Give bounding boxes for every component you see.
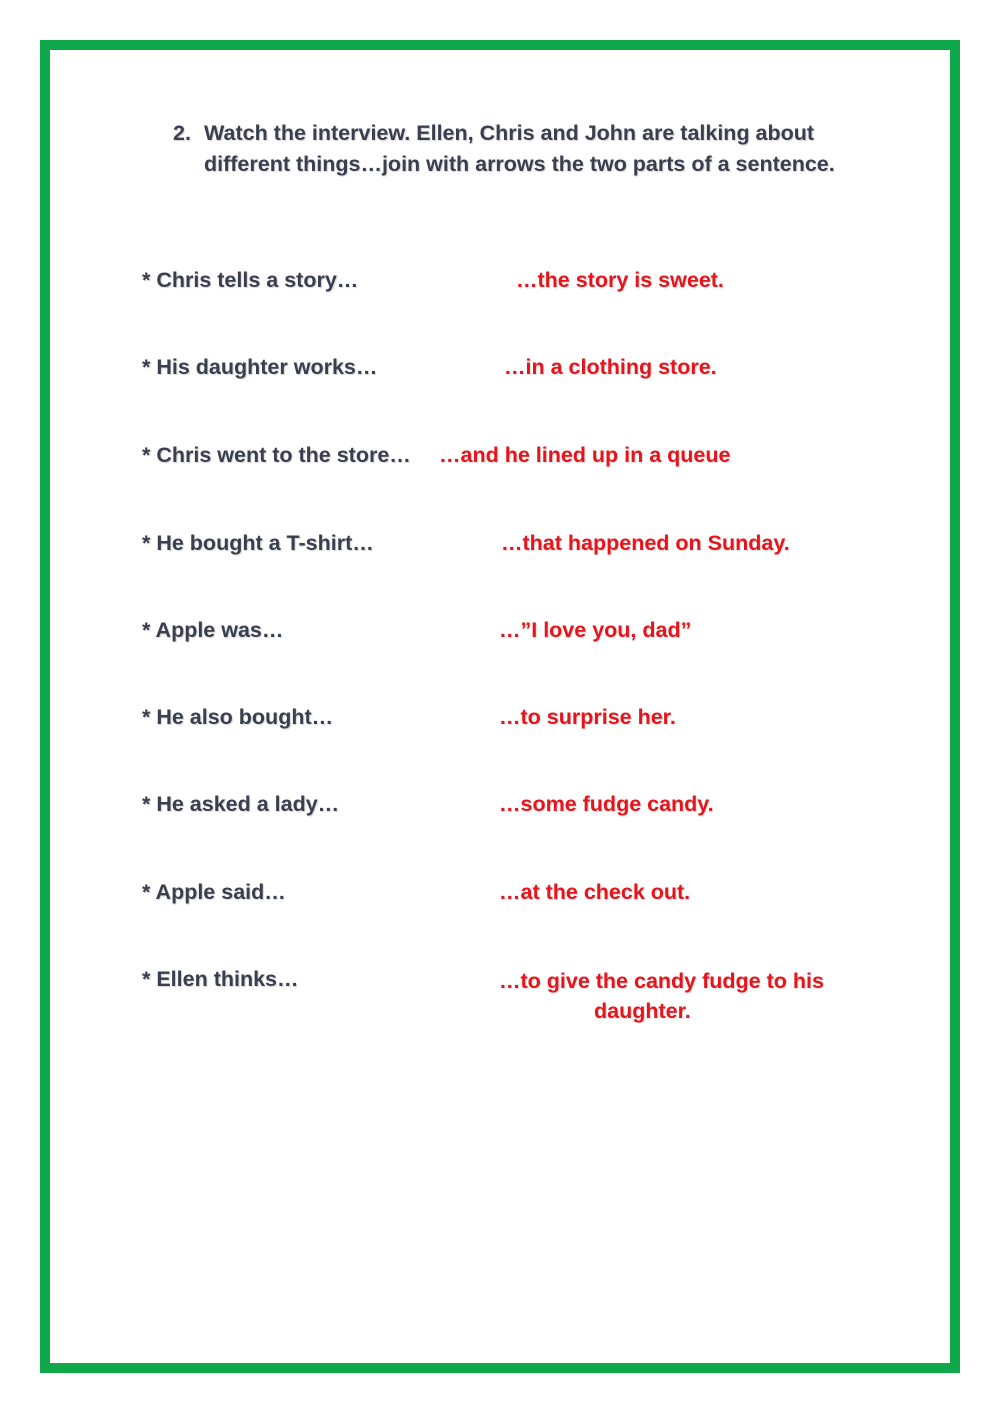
right-item: …in a clothing store. xyxy=(504,355,717,379)
right-item: …that happened on Sunday. xyxy=(501,531,790,555)
right-item: …”I love you, dad” xyxy=(499,618,692,642)
left-item: * His daughter works… xyxy=(142,355,378,379)
right-item: …the story is sweet. xyxy=(516,268,724,292)
right-item: …at the check out. xyxy=(499,880,691,904)
left-item: * He bought a T-shirt… xyxy=(142,531,374,555)
right-item: …some fudge candy. xyxy=(499,792,714,816)
left-item: * He also bought… xyxy=(142,705,334,729)
left-item: * He asked a lady… xyxy=(142,792,340,816)
instruction xyxy=(173,118,873,179)
right-item-line: daughter. xyxy=(594,999,691,1023)
instruction-number: 2. xyxy=(173,121,191,145)
left-item: * Apple said… xyxy=(142,880,286,904)
left-item: * Chris tells a story… xyxy=(142,268,359,292)
right-item xyxy=(499,966,869,1026)
left-item: * Apple was… xyxy=(142,618,284,642)
right-item-line: …to give the candy fudge to his xyxy=(499,969,824,993)
right-item: …to surprise her. xyxy=(499,705,676,729)
right-item: …and he lined up in a queue xyxy=(439,443,731,467)
instruction-text: Watch the interview. Ellen, Chris and John are talking about different things…join with arrows the two parts of a sentence. xyxy=(204,121,835,176)
left-item: * Ellen thinks… xyxy=(142,967,299,991)
left-item: * Chris went to the store… xyxy=(142,443,411,467)
